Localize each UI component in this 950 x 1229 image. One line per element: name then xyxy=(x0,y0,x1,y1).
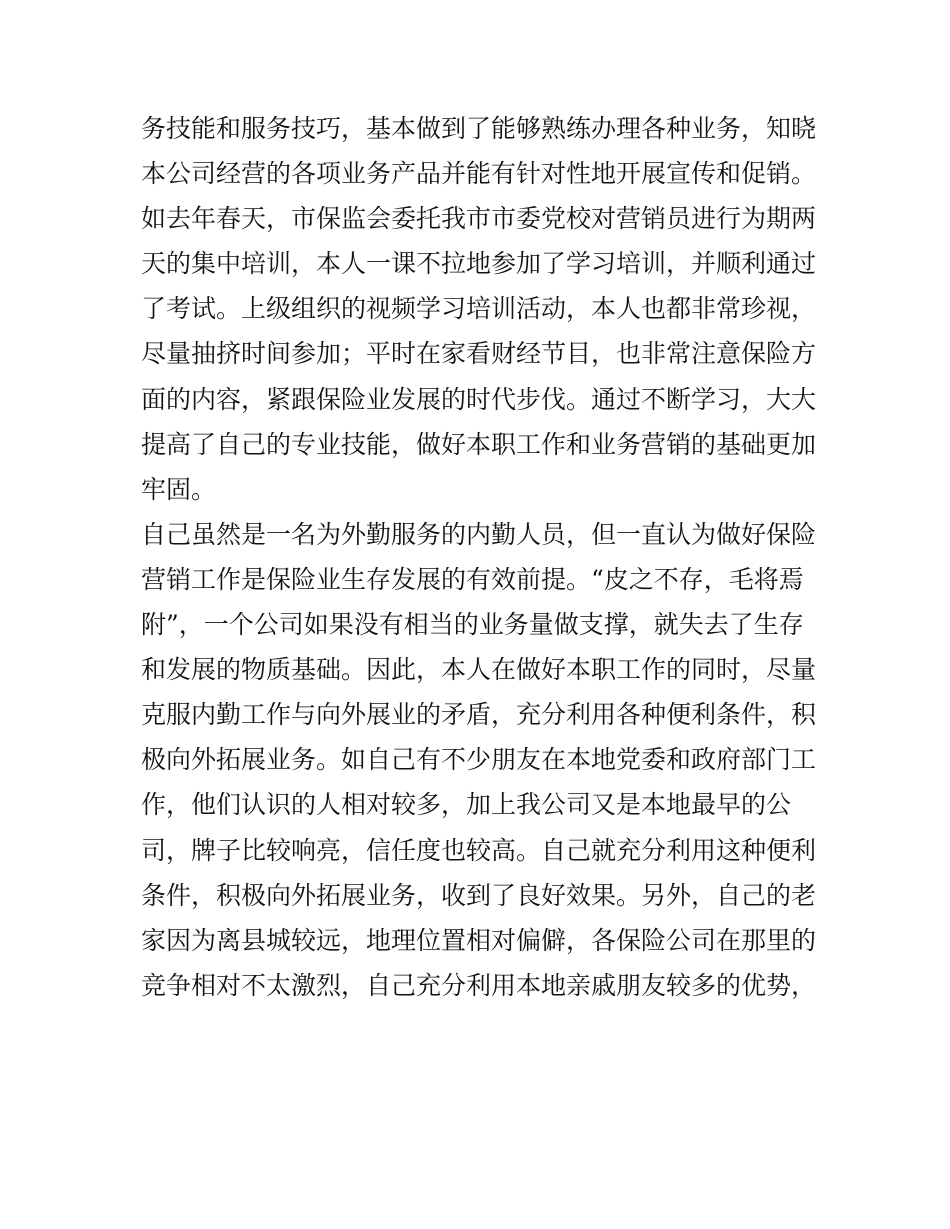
text-line: 作，他们认识的人相对较多，加上我公司又是本地最早的公 xyxy=(141,790,792,820)
text-line: 务技能和服务技巧，基本做到了能够熟练办理各种业务，知晓 xyxy=(141,114,817,143)
text-line: 牢固。 xyxy=(141,474,217,504)
text-line: 条件，积极向外拓展业务，收到了良好效果。另外，自己的老 xyxy=(141,880,817,910)
text-line: 提高了自己的专业技能，做好本职工作和业务营销的基础更加 xyxy=(141,429,817,459)
text-line: 极向外拓展业务。如自己有不少朋友在本地党委和政府部门工 xyxy=(141,745,817,775)
text-line: 附”，一个公司如果没有相当的业务量做支撑，就失去了生存 xyxy=(141,610,804,640)
text-line: 天的集中培训，本人一课不拉地参加了学习培训，并顺利通过 xyxy=(141,249,817,279)
text-line: 司，牌子比较响亮，信任度也较高。自己就充分利用这种便利 xyxy=(141,835,817,865)
text-line: 面的内容，紧跟保险业发展的时代步伐。通过不断学习，大大 xyxy=(141,384,817,414)
text-line: 和发展的物质基础。因此，本人在做好本职工作的同时，尽量 xyxy=(141,655,817,685)
text-line: 了考试。上级组织的视频学习培训活动，本人也都非常珍视， xyxy=(141,294,817,324)
text-line: 本公司经营的各项业务产品并能有针对性地开展宣传和促销。 xyxy=(141,159,817,189)
text-line: 自己虽然是一名为外勤服务的内勤人员，但一直认为做好保险 xyxy=(141,519,817,549)
text-line: 尽量抽挤时间参加；平时在家看财经节目，也非常注意保险方 xyxy=(141,339,817,369)
text-line: 如去年春天，市保监会委托我市市委党校对营销员进行为期两 xyxy=(141,204,817,234)
text-line: 家因为离县城较远，地理位置相对偏僻，各保险公司在那里的 xyxy=(141,925,817,955)
body-text xyxy=(141,106,821,1008)
text-line: 营销工作是保险业生存发展的有效前提。“皮之不存，毛将焉 xyxy=(141,564,804,594)
text-line: 克服内勤工作与向外展业的矛盾，充分利用各种便利条件，积 xyxy=(141,700,817,730)
text-line: 竞争相对不太激烈，自己充分利用本地亲戚朋友较多的优势， xyxy=(141,970,817,1000)
